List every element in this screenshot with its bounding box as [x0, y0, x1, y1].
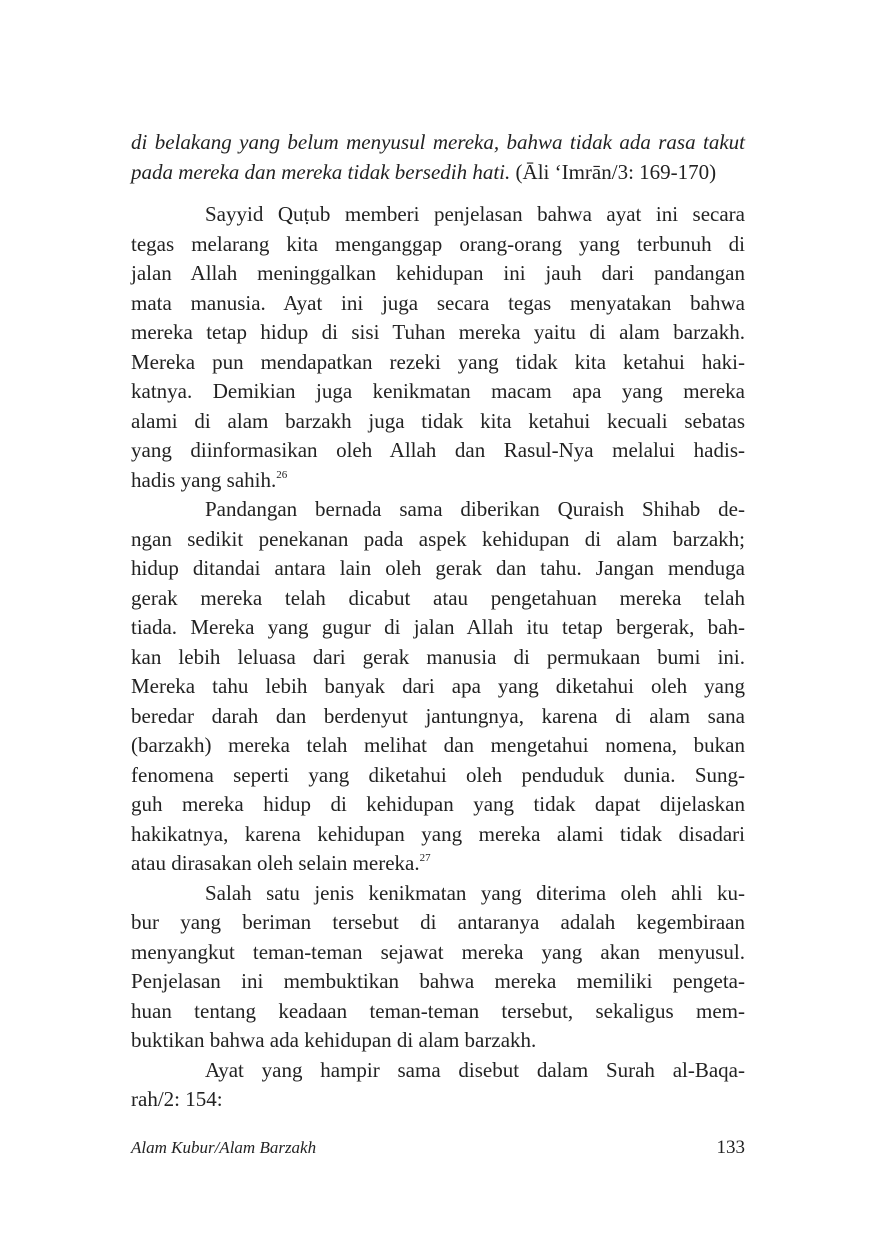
- text-line: [131, 761, 745, 791]
- line-text: Penjelasan ini membuktikan bahwa mereka memiliki pengeta-: [131, 969, 745, 993]
- text-line: [131, 259, 745, 289]
- text-line: [131, 731, 745, 761]
- line-text: Mereka pun mendapatkan rezeki yang tidak kita ketahui haki-: [131, 349, 745, 374]
- text-line: [131, 879, 745, 909]
- line-text: fenomena seperti yang diketahui oleh penduduk dunia. Sung-: [131, 762, 745, 787]
- text-line: [131, 289, 745, 319]
- line-text: alami di alam barzakh juga tidak kita ketahui kecuali sebatas: [131, 408, 745, 433]
- paragraph: [131, 200, 745, 495]
- text-line: [131, 967, 745, 997]
- body-text: [131, 200, 745, 1115]
- line-text: tegas melarang kita menganggap orang-orang yang terbunuh di: [131, 231, 745, 256]
- text-line: [131, 436, 745, 466]
- paragraph: [131, 879, 745, 1056]
- line-text: atau dirasakan oleh selain mereka.: [131, 851, 420, 875]
- text-line: [131, 495, 745, 525]
- text-line: [131, 466, 745, 496]
- text-line: [131, 1085, 745, 1115]
- text-line: [131, 849, 745, 879]
- quote-text: pada mereka dan mereka tidak bersedih hati.: [131, 159, 511, 184]
- line-text: beredar darah dan berdenyut jantungnya, karena di alam sana: [131, 703, 745, 728]
- quote-line: di belakang yang belum menyusul mereka, bahwa tidak ada rasa takut: [131, 130, 745, 154]
- line-text: bur yang beriman tersebut di antaranya adalah kegembiraan: [131, 910, 745, 934]
- line-text: yang diinformasikan oleh Allah dan Rasul-Nya melalui hadis-: [131, 438, 745, 462]
- text-line: [131, 200, 745, 230]
- line-text: Pandangan bernada sama diberikan Quraish Shihab de-: [205, 497, 745, 521]
- text-line: [131, 702, 745, 732]
- paragraph: [131, 495, 745, 879]
- text-line: [131, 525, 745, 555]
- line-text: mata manusia. Ayat ini juga secara tegas menyatakan bahwa: [131, 290, 745, 315]
- text-line: [131, 348, 745, 378]
- line-text: guh mereka hidup di kehidupan yang tidak dapat dijelaskan: [131, 792, 745, 816]
- footnote-marker[interactable]: 27: [419, 852, 431, 864]
- line-text: gerak mereka telah dicabut atau pengetahuan mereka telah: [131, 585, 745, 610]
- line-text: hakikatnya, karena kehidupan yang mereka alami tidak disadari: [131, 821, 745, 846]
- line-text: Ayat yang hampir sama disebut dalam Surah al-Baqa-: [205, 1057, 745, 1082]
- page-number: 133: [716, 1137, 745, 1158]
- line-text: kan lebih leluasa dari gerak manusia di permukaan bumi ini.: [131, 644, 745, 669]
- text-line: [131, 377, 745, 407]
- quote-citation: (Āli ‘Imrān/3: 169-170): [515, 159, 717, 184]
- quote-line: [131, 158, 745, 188]
- text-line: [131, 790, 745, 820]
- text-line: [131, 820, 745, 850]
- text-line: [131, 407, 745, 437]
- text-line: [131, 584, 745, 614]
- footnote-marker[interactable]: 26: [276, 468, 288, 481]
- line-text: rah/2: 154:: [131, 1087, 223, 1111]
- text-line: [131, 613, 745, 643]
- quote-translation: [131, 128, 745, 187]
- line-text: Sayyid Quṭub memberi penjelasan bahwa ayat ini secara: [205, 202, 745, 226]
- text-line: [131, 908, 745, 938]
- line-text: tiada. Mereka yang gugur di jalan Allah itu tetap bergerak, bah-: [131, 615, 745, 639]
- line-text: menyangkut teman-teman sejawat mereka yang akan menyusul.: [131, 939, 745, 964]
- text-line: [131, 318, 745, 348]
- text-line: [131, 230, 745, 260]
- text-line: [131, 938, 745, 968]
- line-text: mereka tetap hidup di sisi Tuhan mereka yaitu di alam barzakh.: [131, 320, 745, 344]
- line-text: jalan Allah meninggalkan kehidupan ini jauh dari pandangan: [131, 261, 745, 285]
- text-line: [131, 1026, 745, 1056]
- text-line: [131, 997, 745, 1027]
- running-title: Alam Kubur/Alam Barzakh: [131, 1138, 317, 1157]
- page-footer: [131, 1136, 745, 1160]
- text-line: [131, 672, 745, 702]
- line-text: ngan sedikit penekanan pada aspek kehidupan di alam barzakh;: [131, 526, 745, 551]
- line-text: huan tentang keadaan teman-teman tersebut, sekaligus mem-: [131, 998, 745, 1023]
- line-text: hidup ditandai antara lain oleh gerak dan tahu. Jangan menduga: [131, 556, 745, 580]
- line-text: Mereka tahu lebih banyak dari apa yang diketahui oleh yang: [131, 674, 745, 698]
- line-text: (barzakh) mereka telah melihat dan mengetahui nomena, bukan: [131, 733, 745, 757]
- text-line: [131, 554, 745, 584]
- line-text: hadis yang sahih.: [131, 467, 277, 492]
- line-text: Salah satu jenis kenikmatan yang diterima oleh ahli ku-: [205, 880, 745, 905]
- line-text: katnya. Demikian juga kenikmatan macam apa yang mereka: [131, 379, 745, 403]
- line-text: buktikan bahwa ada kehidupan di alam barzakh.: [131, 1028, 537, 1052]
- text-line: [131, 1056, 745, 1086]
- paragraph: [131, 1056, 745, 1115]
- text-line: [131, 643, 745, 673]
